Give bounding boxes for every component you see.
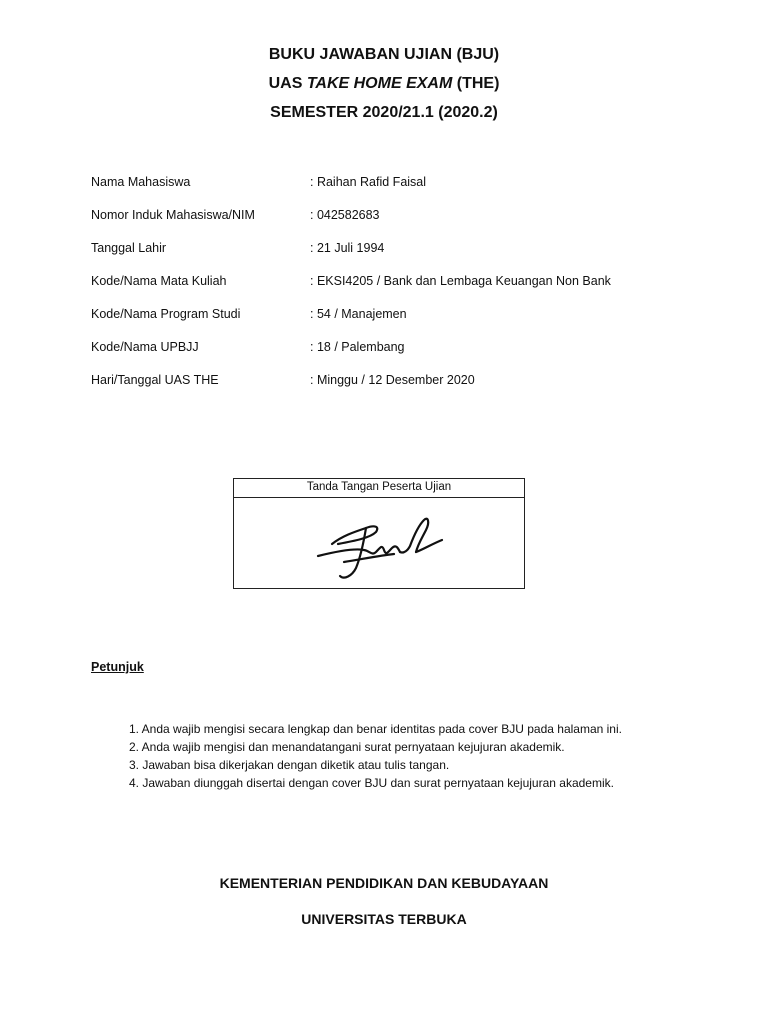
document-header: [0, 40, 768, 127]
field-row-exam-date: [91, 370, 711, 403]
field-value: : EKSI4205 / Bank dan Lembaga Keuangan Non Bank: [310, 274, 611, 288]
header-exam-suffix: (THE): [452, 75, 500, 92]
header-title: BUKU JAWABAN UJIAN (BJU): [268, 46, 500, 63]
student-identity-fields: [91, 172, 711, 403]
instructions-list: [129, 720, 729, 792]
field-label: Kode/Nama Mata Kuliah: [91, 274, 227, 288]
list-item: 4. Jawaban diunggah disertai dengan cover BJU dan surat pernyataan kejujuran akademik.: [129, 776, 614, 790]
field-value: : Minggu / 12 Desember 2020: [310, 373, 475, 387]
field-label: Hari/Tanggal UAS THE: [91, 373, 219, 387]
field-value: : 18 / Palembang: [310, 340, 405, 354]
field-label: Tanggal Lahir: [91, 241, 167, 255]
list-item: 1. Anda wajib mengisi secara lengkap dan benar identitas pada cover BJU pada halaman ini.: [129, 722, 622, 736]
handwritten-signature: [314, 504, 449, 584]
field-value: : 21 Juli 1994: [310, 241, 385, 255]
field-label: Kode/Nama Program Studi: [91, 307, 241, 321]
list-item: 3. Jawaban bisa dikerjakan dengan diketik atau tulis tangan.: [129, 758, 450, 772]
signature-box: [233, 478, 525, 589]
footer-university: UNIVERSITAS TERBUKA: [301, 911, 467, 927]
field-row-course: [91, 271, 711, 304]
header-exam-italic: TAKE HOME EXAM: [306, 75, 453, 92]
field-row-study-program: [91, 304, 711, 337]
field-row-upbjj: [91, 337, 711, 370]
field-label: Kode/Nama UPBJJ: [91, 340, 199, 354]
field-value: : Raihan Rafid Faisal: [310, 175, 427, 189]
footer-ministry: KEMENTERIAN PENDIDIKAN DAN KEBUDAYAAN: [219, 875, 549, 891]
header-exam-prefix: UAS: [268, 75, 307, 92]
field-row-student-name: [91, 172, 711, 205]
field-row-birth-date: [91, 238, 711, 271]
instructions-title: Petunjuk: [91, 660, 144, 674]
field-row-nim: [91, 205, 711, 238]
field-value: : 042582683: [310, 208, 380, 222]
list-item: 2. Anda wajib mengisi dan menandatangani surat pernyataan kejujuran akademik.: [129, 740, 565, 754]
field-label: Nama Mahasiswa: [91, 175, 191, 189]
field-value: : 54 / Manajemen: [310, 307, 407, 321]
field-label: Nomor Induk Mahasiswa/NIM: [91, 208, 255, 222]
header-semester: SEMESTER 2020/21.1 (2020.2): [270, 104, 498, 121]
signature-area: [234, 498, 524, 589]
signature-caption: Tanda Tangan Peserta Ujian: [234, 479, 524, 498]
header-exam-type: [0, 69, 768, 98]
